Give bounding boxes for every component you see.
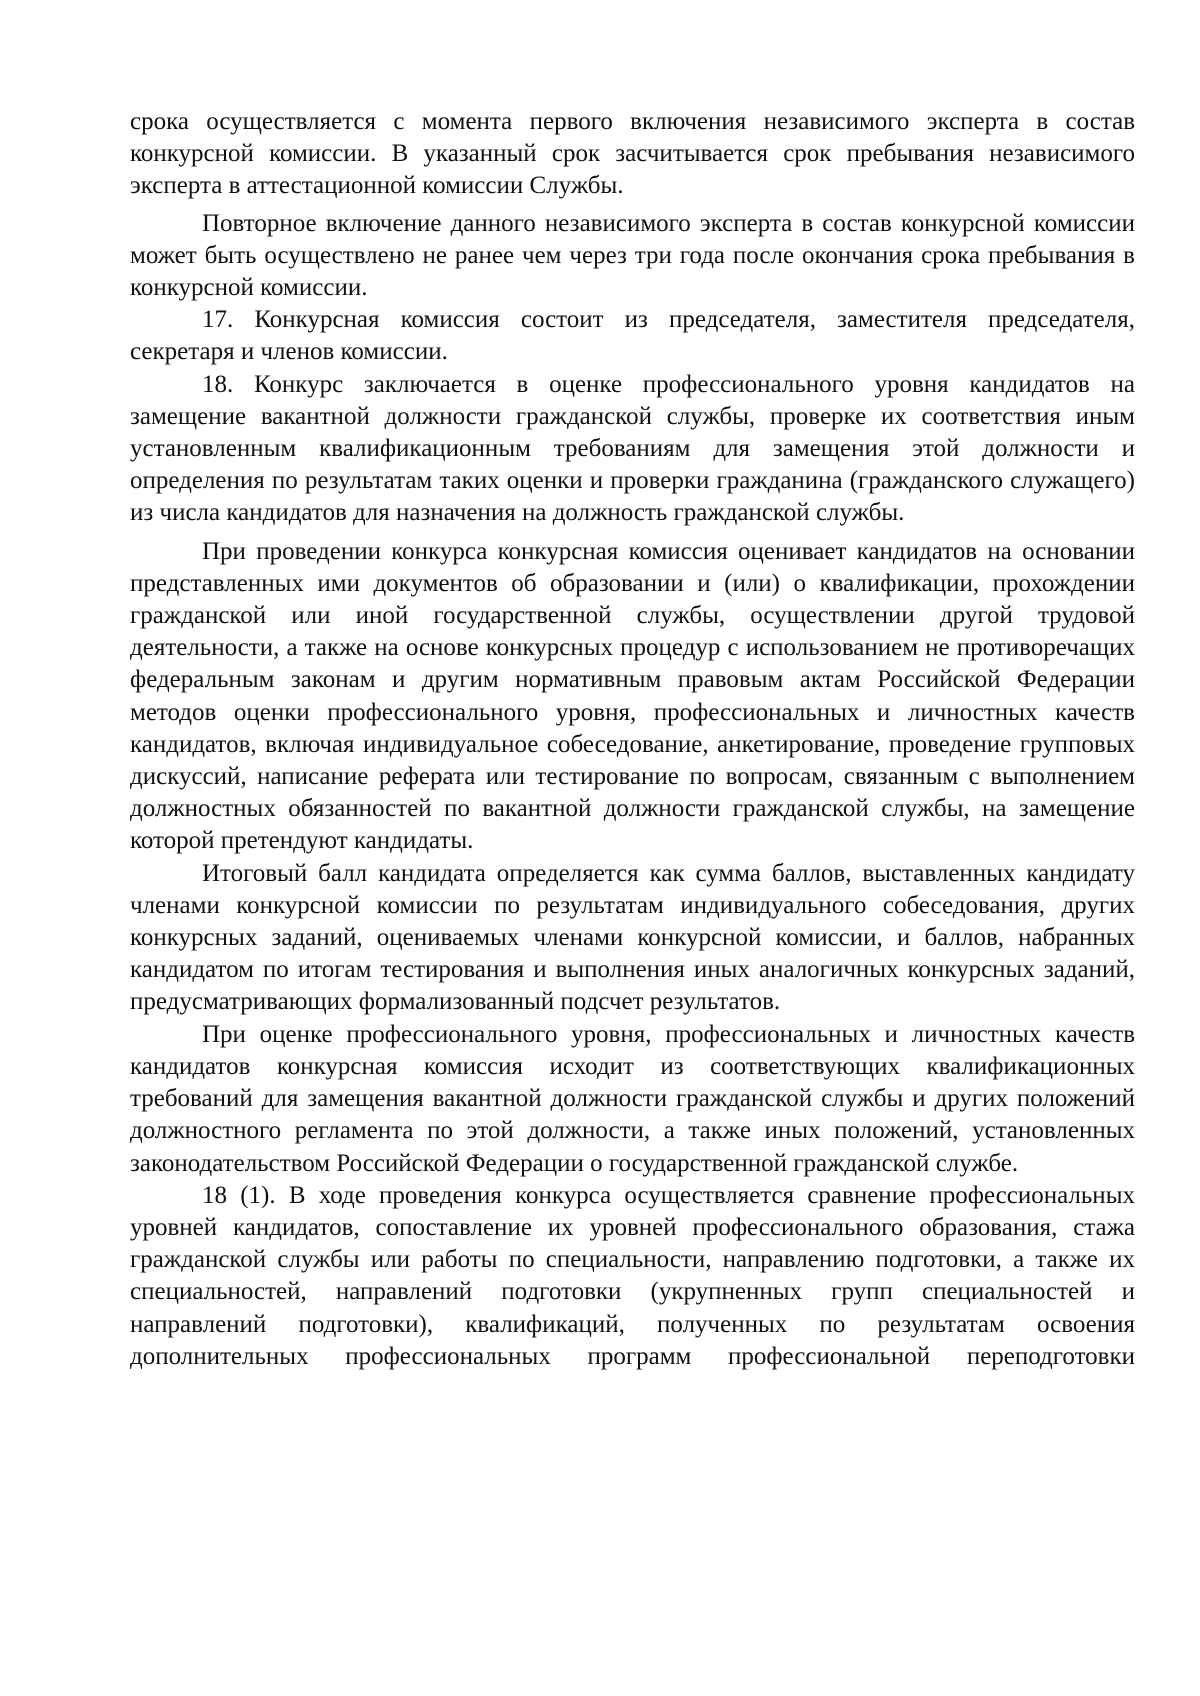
paragraph-qualification-requirements: При оценке профессионального уровня, профессиональных и личностных качеств кандидатов конкурсная комиссия исходит из соответствующих квалификационных требований для замещения вакантной должности гражданской службы и других положений должностного регламента по этой должности, а также иных положений, установленных законодательством Российской Федерации о государственной гражданской службе. [130,1020,1135,1177]
paragraph-17-composition: 17. Конкурсная комиссия состоит из председателя, заместителя председателя, секретаря и членов комиссии. [130,306,1135,366]
paragraph-repeat-inclusion: Повторное включение данного независимого эксперта в состав конкурсной комиссии может быть осуществлено не ранее чем через три года после окончания срока пребывания в конкурсной комиссии. [130,209,1135,302]
paragraph-18-contest: 18. Конкурс заключается в оценке профессионального уровня кандидатов на замещение вакантной должности гражданской службы, проверке их соответствия иным установленным квалификационным требованиям для замещения этой должности и определения по результатам таких оценки и проверки гражданина (гражданского служащего) из числа кандидатов для назначения на должность гражданской службы. [130,370,1135,527]
document-body [130,106,1135,1373]
paragraph-term-continuation: срока осуществляется с момента первого включения независимого эксперта в состав конкурсной комиссии. В указанный срок засчитывается срок пребывания независимого эксперта в аттестационной комиссии Службы. [130,108,1135,200]
paragraph-final-score: Итоговый балл кандидата определяется как сумма баллов, выставленных кандидату членами конкурсной комиссии по результатам индивидуального собеседования, других конкурсных заданий, оцениваемых членами конкурсной комиссии, и баллов, набранных кандидатом по итогам тестирования и выполнения иных аналогичных конкурсных заданий, предусматривающих формализованный подсчет результатов. [130,859,1135,1016]
paragraph-18-1-comparison: 18 (1). В ходе проведения конкурса осуществляется сравнение профессиональных уровней кандидатов, сопоставление их уровней профессионального образования, стажа гражданской службы или работы по специальности, направлению подготовки, а также их специальностей, направлений подготовки (укрупненных групп специальностей и направлений подготовки), квалификаций, полученных по результатам освоения дополнительных профессиональных программ профессиональной переподготовки [130,1181,1135,1370]
paragraph-evaluation-methods: При проведении конкурса конкурсная комиссия оценивает кандидатов на основании представленных ими документов об образовании и (или) о квалификации, прохождении гражданской или иной государственной службы, осуществлении другой трудовой деятельности, а также на основе конкурсных процедур с использованием не противоречащих федеральным законам и другим нормативным правовым актам Российской Федерации методов оценки профессионального уровня, профессиональных и личностных качеств кандидатов, включая индивидуальное собеседование, анкетирование, проведение групповых дискуссий, написание реферата или тестирование по вопросам, связанным с выполнением должностных обязанностей по вакантной должности гражданской службы, на замещение которой претендуют кандидаты. [130,537,1135,855]
